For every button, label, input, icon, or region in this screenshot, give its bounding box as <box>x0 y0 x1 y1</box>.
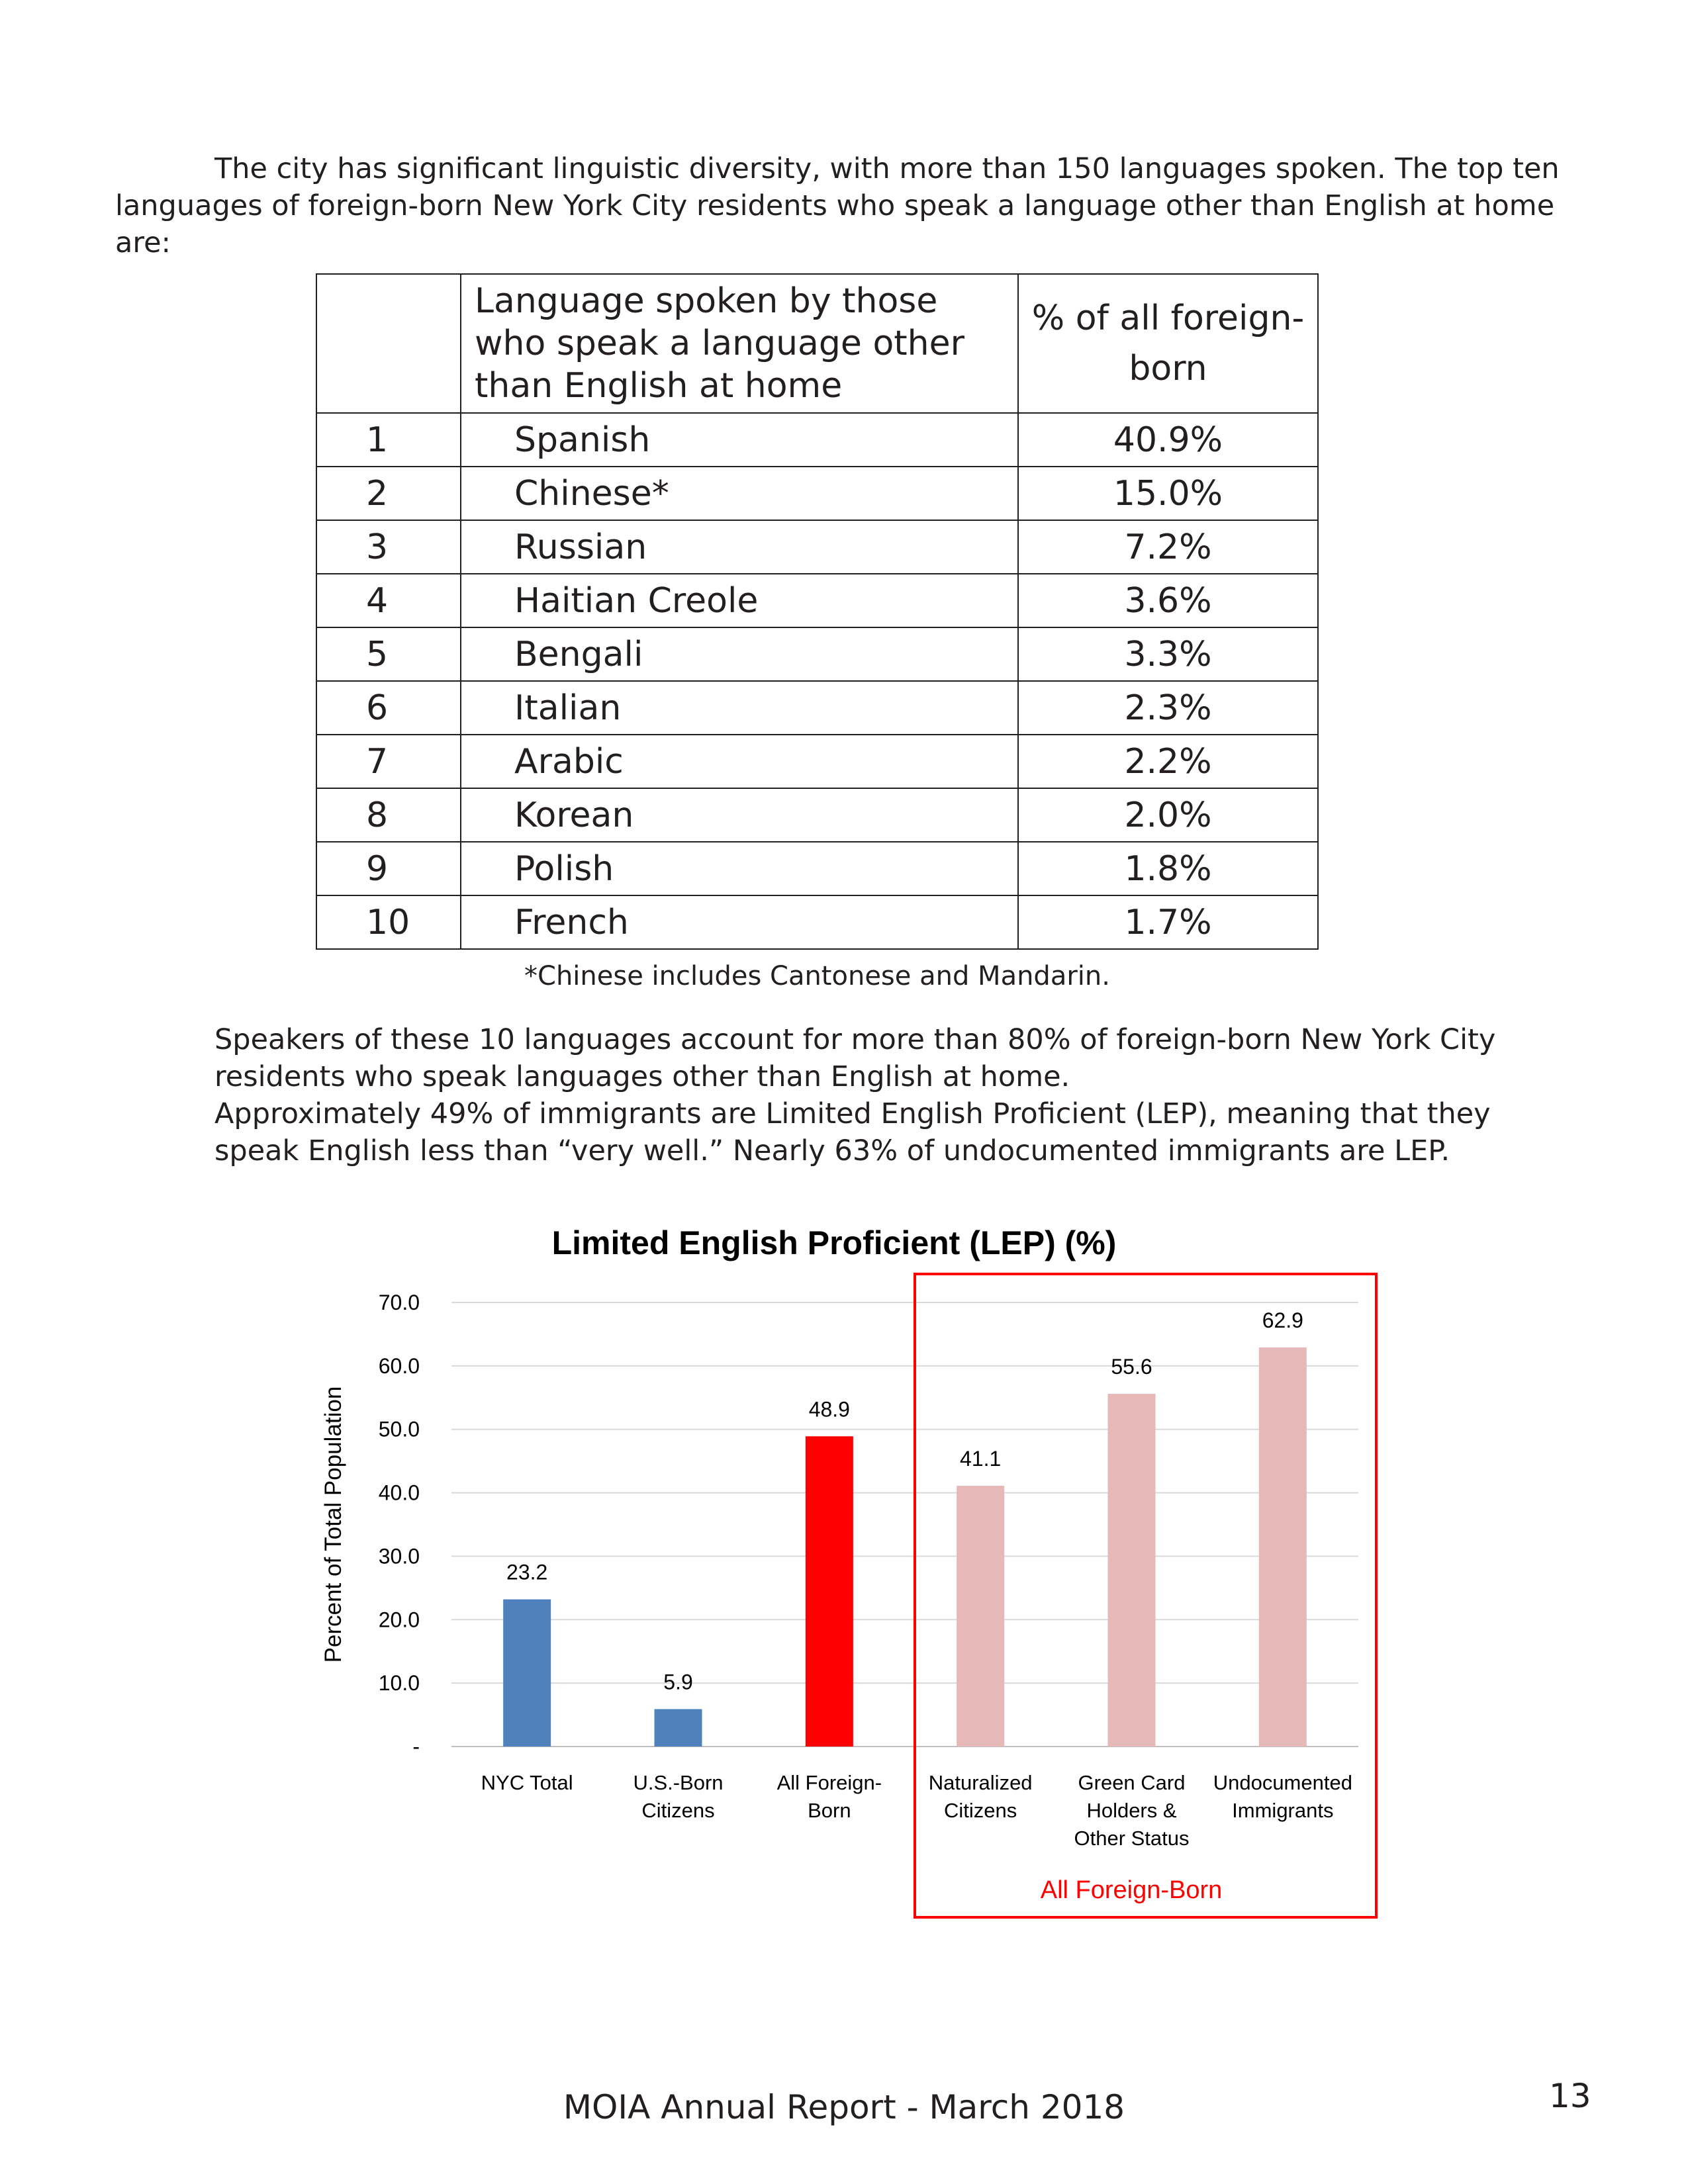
languages-table <box>316 273 1319 950</box>
table-footnote: *Chinese includes Cantonese and Mandarin. <box>524 961 1110 991</box>
table-row <box>316 520 1318 574</box>
language-cell: Russian <box>461 520 1018 574</box>
table-row <box>316 467 1318 520</box>
x-category-label: Other Status <box>1074 1827 1190 1850</box>
rank-cell: 9 <box>316 842 461 895</box>
bar <box>655 1709 702 1747</box>
bar <box>1108 1394 1156 1747</box>
percent-cell: 2.2% <box>1018 735 1318 788</box>
rank-cell: 8 <box>316 788 461 842</box>
table-row <box>316 788 1318 842</box>
x-category-label: Immigrants <box>1232 1799 1334 1822</box>
language-cell: Bengali <box>461 627 1018 681</box>
table-row <box>316 627 1318 681</box>
language-cell: Italian <box>461 681 1018 735</box>
language-cell: Arabic <box>461 735 1018 788</box>
table-header-row <box>316 274 1318 413</box>
table-row <box>316 895 1318 949</box>
bar <box>503 1600 551 1747</box>
x-category-label: Undocumented <box>1213 1771 1352 1794</box>
x-category-label: Citizens <box>944 1799 1017 1822</box>
percent-cell: 3.3% <box>1018 627 1318 681</box>
y-axis-label: Percent of Total Population <box>320 1386 346 1663</box>
bar-value-label: 55.6 <box>1111 1355 1152 1379</box>
table-row <box>316 735 1318 788</box>
rank-cell: 4 <box>316 574 461 627</box>
language-cell: Spanish <box>461 413 1018 467</box>
lep-paragraph: Approximately 49% of immigrants are Limited English Proficient (LEP), meaning that they speak English less than “very well.” Nearly 63% of undocumented immigrants are LEP. <box>214 1097 1491 1167</box>
rank-cell: 2 <box>316 467 461 520</box>
x-category-label: Holders & <box>1086 1799 1177 1822</box>
bar-value-label: 41.1 <box>960 1447 1002 1471</box>
table-row <box>316 842 1318 895</box>
bar <box>1259 1347 1307 1747</box>
bar <box>806 1436 853 1747</box>
body-paragraphs <box>115 1021 1575 1169</box>
percent-cell: 2.3% <box>1018 681 1318 735</box>
table-row <box>316 681 1318 735</box>
y-tick-label: 40.0 <box>378 1480 420 1505</box>
rank-cell: 5 <box>316 627 461 681</box>
rank-cell: 6 <box>316 681 461 735</box>
bar-value-label: 62.9 <box>1262 1308 1303 1333</box>
report-footer: MOIA Annual Report - March 2018 <box>563 2088 1125 2126</box>
language-header: Language spoken by those who speak a language other than English at home <box>461 274 1018 413</box>
speakers-paragraph: Speakers of these 10 languages account for more than 80% of foreign-born New York City residents who speak languages other than English at home. <box>214 1023 1496 1093</box>
bar-value-label: 48.9 <box>808 1397 850 1422</box>
percent-cell: 1.7% <box>1018 895 1318 949</box>
percent-cell: 15.0% <box>1018 467 1318 520</box>
y-tick-label: 10.0 <box>378 1671 420 1696</box>
percent-cell: 3.6% <box>1018 574 1318 627</box>
y-tick-label: 60.0 <box>378 1353 420 1378</box>
bar-value-label: 23.2 <box>506 1560 548 1584</box>
intro-paragraph <box>115 150 1575 261</box>
x-category-label: U.S.-Born <box>633 1771 724 1794</box>
x-category-label: All Foreign- <box>776 1771 882 1794</box>
group-label: All Foreign-Born <box>1040 1876 1223 1904</box>
language-cell: Chinese* <box>461 467 1018 520</box>
x-category-label: Born <box>808 1799 851 1822</box>
y-tick-label: 50.0 <box>378 1417 420 1441</box>
percent-cell: 7.2% <box>1018 520 1318 574</box>
y-tick-label: 70.0 <box>378 1291 420 1314</box>
table-row <box>316 574 1318 627</box>
x-category-label: Citizens <box>641 1799 715 1822</box>
bar <box>957 1486 1004 1747</box>
percent-header: % of all foreign-born <box>1018 274 1318 413</box>
percent-cell: 2.0% <box>1018 788 1318 842</box>
y-tick-label: 30.0 <box>378 1544 420 1569</box>
table-body <box>316 413 1318 949</box>
language-cell: French <box>461 895 1018 949</box>
intro-paragraph-text: The city has significant linguistic diversity, with more than 150 languages spoken. The top ten languages of foreign-born New York City residents who speak a language other than English at home are: <box>115 152 1560 259</box>
x-category-label: Green Card <box>1078 1771 1186 1794</box>
y-tick-label: - <box>412 1735 420 1758</box>
x-category-label: Naturalized <box>928 1771 1033 1794</box>
page-number: 13 <box>1549 2077 1591 2115</box>
table-row <box>316 413 1318 467</box>
rank-cell: 10 <box>316 895 461 949</box>
percent-cell: 40.9% <box>1018 413 1318 467</box>
lep-bar-chart <box>311 1205 1397 1952</box>
rank-cell: 7 <box>316 735 461 788</box>
percent-cell: 1.8% <box>1018 842 1318 895</box>
rank-cell: 3 <box>316 520 461 574</box>
rank-cell: 1 <box>316 413 461 467</box>
chart-title: Limited English Proficient (LEP) (%) <box>551 1224 1117 1261</box>
bar-value-label: 5.9 <box>663 1670 693 1694</box>
x-category-label: NYC Total <box>481 1771 573 1794</box>
y-tick-label: 20.0 <box>378 1608 420 1632</box>
language-cell: Korean <box>461 788 1018 842</box>
language-cell: Haitian Creole <box>461 574 1018 627</box>
rank-header <box>316 274 461 413</box>
language-cell: Polish <box>461 842 1018 895</box>
